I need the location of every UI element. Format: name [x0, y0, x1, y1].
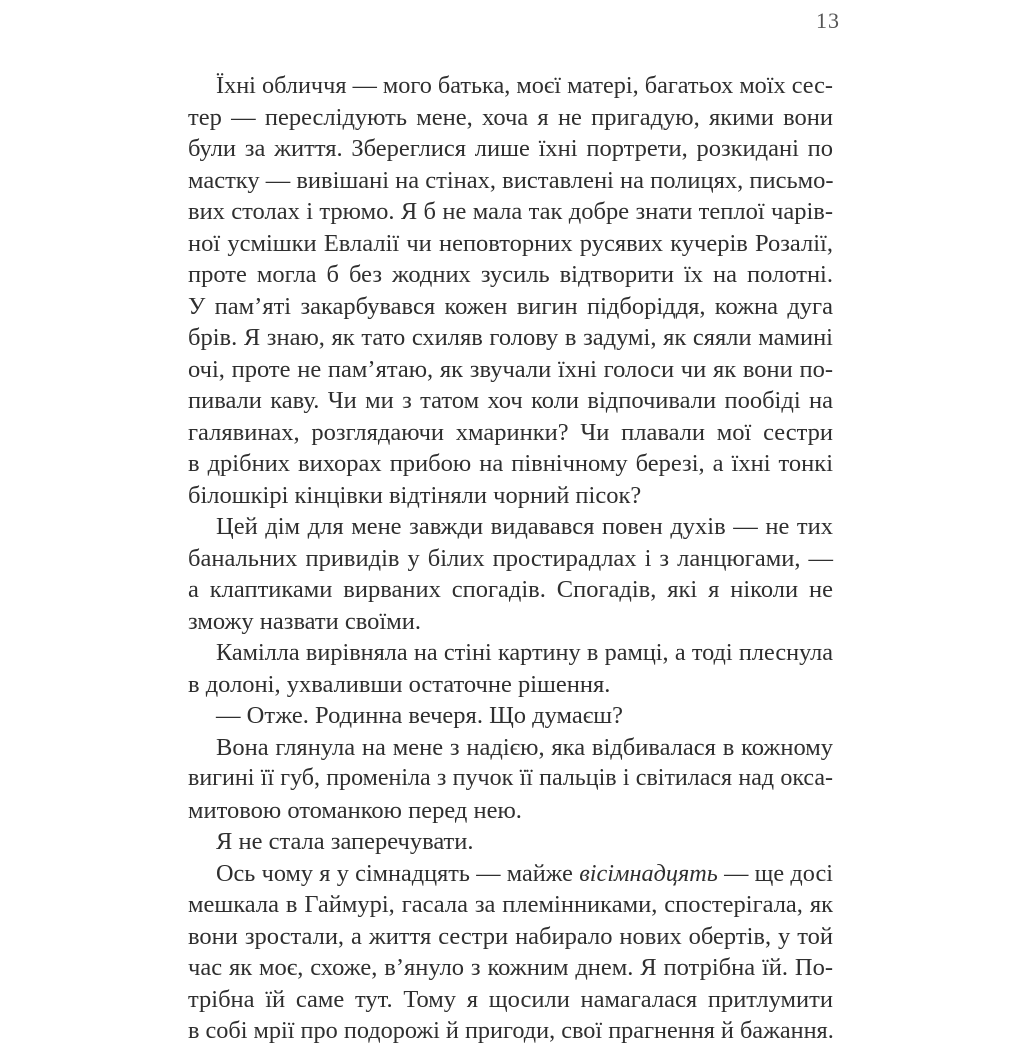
text-line: У пам’яті закарбувався кожен вигин підборіддя, кожна дуга — [188, 292, 833, 320]
text-line: Їхні обличчя — мого батька, моєї матері, багатьох моїх сес- — [216, 72, 833, 99]
text-line: Я не стала заперечувати. — [216, 828, 474, 855]
text-line: очі, проте не пам’ятаю, як звучали їхні голоси чи як вони по- — [188, 355, 833, 383]
text-line: були за життя. Збереглися лише їхні портрети, розкидані по — [188, 135, 833, 162]
text-line: мешкала в Гаймурі, гасала за племінниками, спостерігала, як — [188, 891, 833, 918]
text-line: митовою отоманкою перед нею. — [188, 796, 522, 824]
text-line: Цей дім для мене завжди видавався повен духів — не тих — [216, 513, 833, 540]
text-span: Ось чому я у сімнадцять — майже — [216, 859, 580, 887]
text-line: трібна їй саме тут. Тому я щосили намагалася притлумити — [188, 985, 833, 1013]
text-line: вони зростали, а життя сестри набирало нових обертів, у той — [188, 922, 833, 950]
text-line: а клаптиками вирваних спогадів. Спогадів, які я ніколи не — [188, 576, 833, 603]
text-line: в долоні, ухваливши остаточне рішення. — [188, 670, 611, 698]
text-line: мастку — вивішані на стінах, виставлені на полицях, письмо- — [188, 166, 834, 194]
text-line: вигині її губ, променіла з пучок її пальців і світилася над окса- — [188, 765, 833, 791]
text-line: тер — переслідують мене, хоча я не пригадую, якими вони — [188, 103, 833, 131]
text-span: — ще досі — [717, 859, 833, 887]
text-line: білошкірі кінцівки відтіняли чорний пісок? — [188, 481, 642, 509]
text-line: в собі мрії про подорожі й пригоди, свої прагнення й бажання. — [188, 1017, 834, 1044]
text-line — [188, 858, 833, 890]
body-text — [188, 70, 833, 1047]
text-line: банальних привидів у білих простирадлах і з ланцюгами, — — [188, 544, 833, 572]
text-line: в дрібних вихорах прибою на північному березі, а їхні тонкі — [188, 450, 833, 477]
text-line: Вона глянула на мене з надією, яка відбивалася в кожному — [216, 733, 833, 761]
page-number: 13 — [816, 8, 840, 33]
italic-emphasis: вісімнадцять — [579, 859, 718, 887]
text-line: ної усмішки Евлалії чи неповторних русявих кучерів Розалії, — [188, 229, 833, 257]
text-line: зможу назвати своїми. — [188, 607, 421, 635]
text-line: пивали каву. Чи ми з татом хоч коли відпочивали пообіді на — [188, 387, 833, 414]
text-line: вих столах і трюмо. Я б не мала так добре знати теплої чарів- — [188, 198, 833, 225]
text-line: — Отже. Родинна вечеря. Що думаєш? — [216, 702, 624, 729]
text-line: проте могла б без жодних зусиль відтворити їх на полотні. — [188, 261, 833, 288]
text-line: брів. Я знаю, як тато схиляв голову в задумі, як сяяли мамині — [188, 324, 833, 351]
text-line: час як моє, схоже, в’януло з кожним днем. Я потрібна їй. По- — [188, 954, 833, 981]
text-line: галявинах, розглядаючи хмаринки? Чи плавали мої сестри — [188, 418, 833, 446]
text-line: Камілла вирівняла на стіні картину в рамці, а тоді плеснула — [216, 639, 833, 666]
